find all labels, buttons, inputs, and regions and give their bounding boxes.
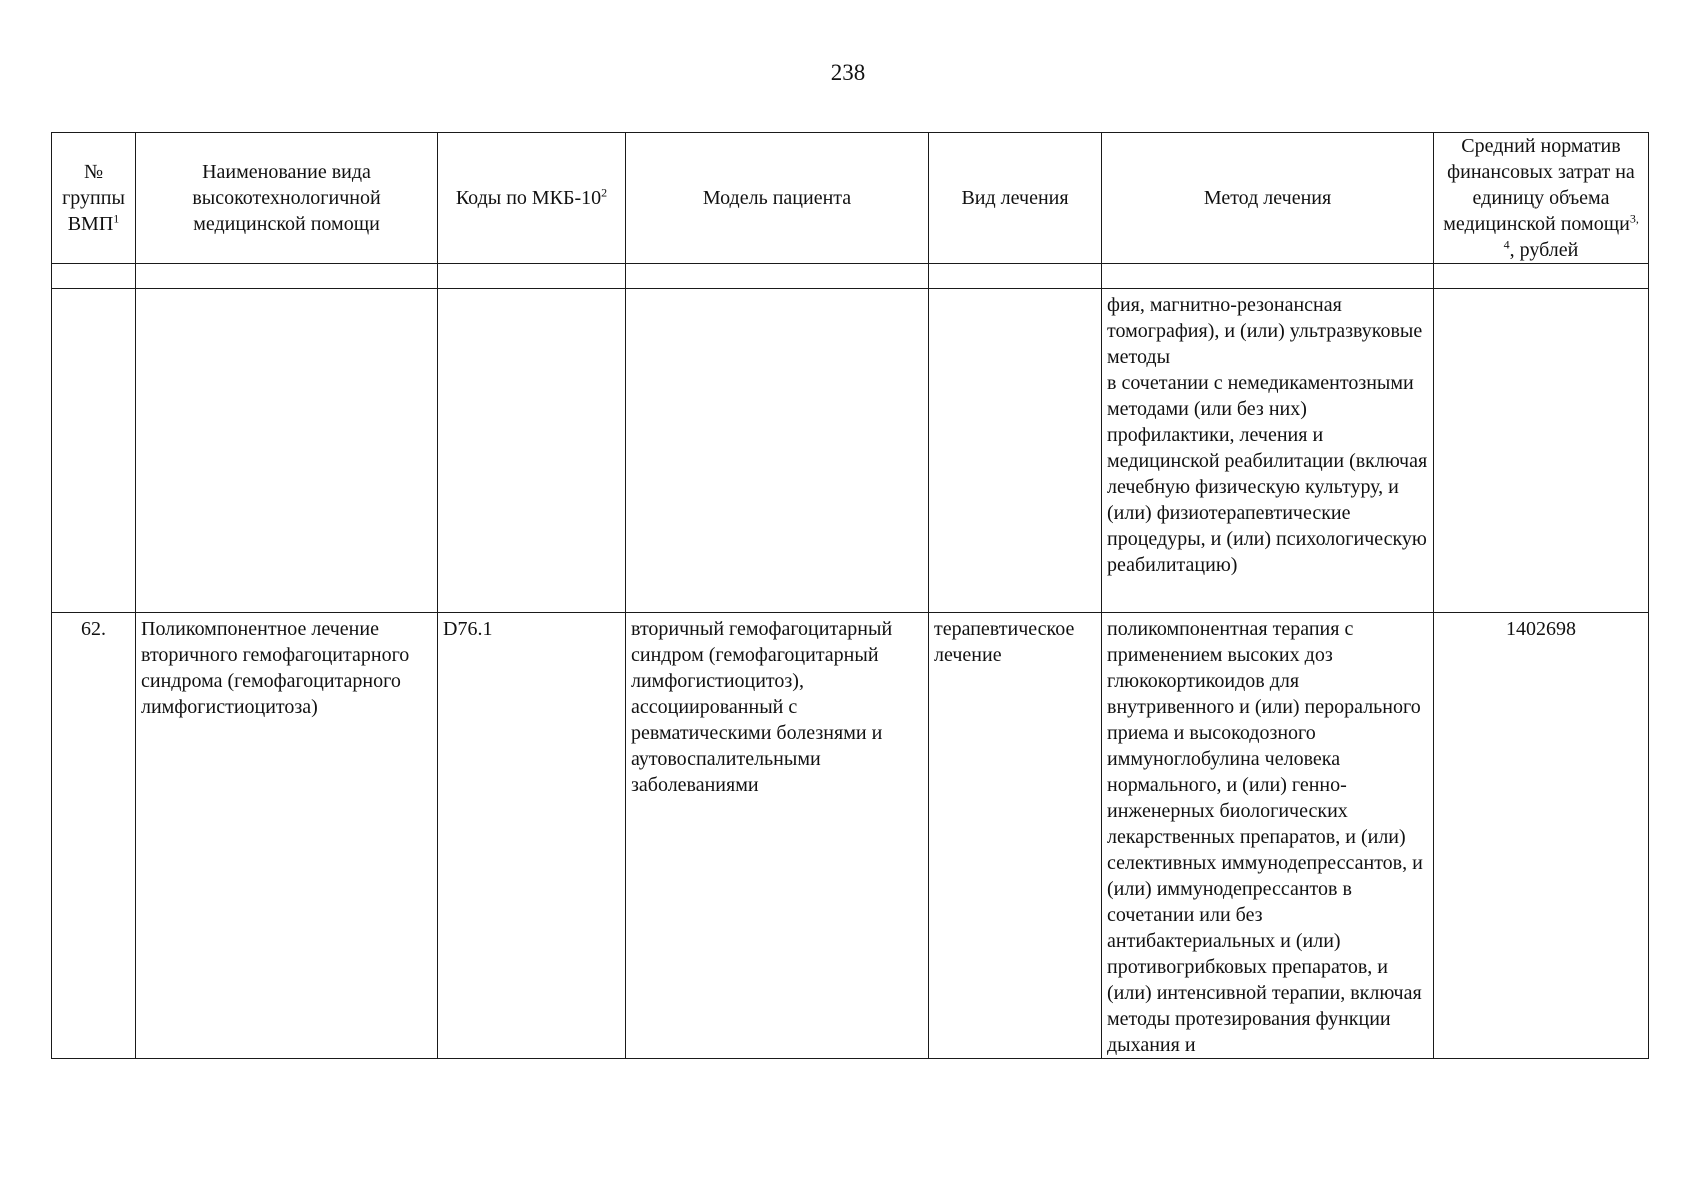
- codes-cell: D76.1: [438, 613, 626, 1059]
- cell-empty: [136, 289, 438, 613]
- header-cost: Средний норматив финансовых затрат на единицу объема медицинской помощи$^{3, 4}$, рублей: [1434, 133, 1649, 264]
- cell-empty: [1434, 289, 1649, 613]
- cost-cell: 1402698: [1434, 613, 1649, 1059]
- treatment-method-cell: поликомпонентная терапия с применением высоких доз глюкокортикоидов для внутривенного и (или) перорального приема и высокодозного иммуноглобулина человека нормального, и (или) генно-инженерных биологических лекарственных препаратов, и (или) селективных иммунодепрессантов, и (или) иммунодепрессантов в сочетании или без антибактериальных и (или) противогрибковых препаратов, и (или) интенсивной терапии, включая методы протезирования функции дыхания и: [1102, 613, 1434, 1059]
- spacer-row: [52, 264, 1649, 289]
- vmp-table: [51, 132, 1649, 1059]
- continuation-method-text: фия, магнитно-резонансная томография), и (или) ультразвуковые методы в сочетании с немедикаментозными методами (или без них) профилактики, лечения и медицинской реабилитации (включая лечебную физическую культуру, и (или) физиотерапевтические процедуры, и (или) психологическую реабилитацию): [1107, 294, 1428, 576]
- cell-empty: [929, 289, 1102, 613]
- patient-model-cell: вторичный гемофагоцитарный синдром (гемофагоцитарный лимфогистиоцитоз), ассоциированный с ревматическими болезнями и аутовоспалительными заболеваниями: [626, 613, 929, 1059]
- header-patient-model: Модель пациента: [626, 133, 929, 264]
- header-row: [52, 133, 1649, 264]
- table-row: [52, 613, 1649, 1059]
- header-group-no: № группы ВМП$^1$: [52, 133, 136, 264]
- cell-empty: [52, 289, 136, 613]
- cell-empty: [438, 289, 626, 613]
- header-codes: Коды по МКБ-$10^2$: [438, 133, 626, 264]
- header-name: Наименование вида высокотехнологичной медицинской помощи: [136, 133, 438, 264]
- treatment-type-cell: терапевтическое лечение: [929, 613, 1102, 1059]
- group-no-cell: 62.: [52, 613, 136, 1059]
- continuation-method-cell: [1102, 289, 1434, 613]
- continuation-row: [52, 289, 1649, 613]
- header-treatment-method: Метод лечения: [1102, 133, 1434, 264]
- header-treatment-type: Вид лечения: [929, 133, 1102, 264]
- cell-empty: [626, 289, 929, 613]
- page-number: 238: [830, 60, 866, 85]
- name-cell: Поликомпонентное лечение вторичного гемофагоцитарного синдрома (гемофагоцитарного лимфогистиоцитоза): [136, 613, 438, 1059]
